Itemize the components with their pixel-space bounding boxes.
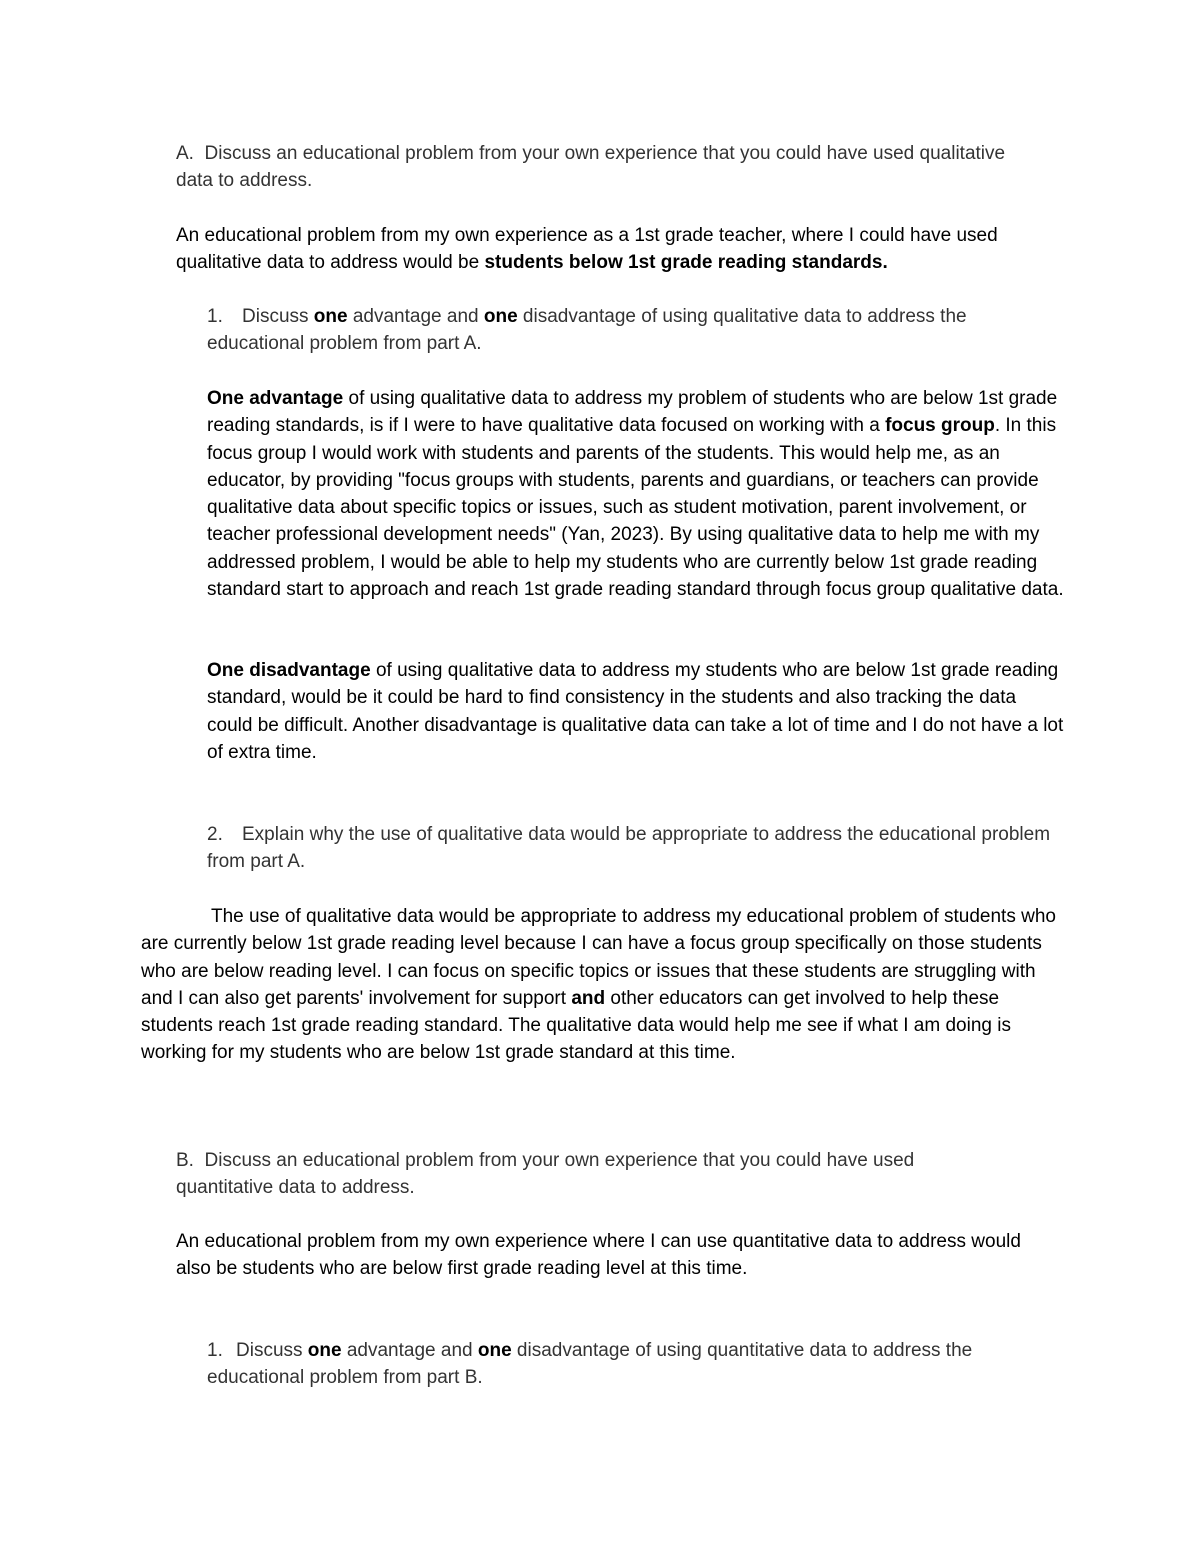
part-a-answer xyxy=(176,222,1036,277)
advantage-paragraph xyxy=(207,385,1065,603)
advantage-bold-focus-group: focus group xyxy=(885,415,995,437)
answer2-bold-and: and xyxy=(571,987,606,1009)
part-a-answer-text: An educational problem from my own experience as a 1st grade teacher, where I could have used qualitative data to address would be xyxy=(176,225,998,274)
part-a-q1 xyxy=(207,303,1037,358)
part-a-answer-emphasis: students below 1st grade reading standards. xyxy=(484,252,888,274)
part-b-q1-bold-1: one xyxy=(307,1340,342,1361)
advantage-text-2: . In this focus group I would work with students and parents of the students. This would help me, as an educator, by providing "focus groups with students, parents and guardians, or teachers can provide qualitative data about specific topics or issues, such as student motivation, parent involvement, or teacher professional development needs" (Yan, 2023). By using qualitative data to help me with my addressed problem, I would be able to help my students who are currently below 1st grade reading standard start to approach and reach 1st grade reading standard through focus group qualitative data. xyxy=(207,415,1064,601)
advantage-lead: One advantage xyxy=(207,388,344,409)
part-b-q1-text-2: advantage and xyxy=(341,1340,478,1361)
part-a-q2-text: Explain why the use of qualitative data would be appropriate to address the educational problem from part A. xyxy=(207,824,1051,873)
part-a-q1-text-2: advantage and xyxy=(347,306,484,327)
part-a-q1-text-3: disadvantage of using qualitative data to address the educational problem from part A. xyxy=(207,306,967,355)
part-b-q1-number: 1. xyxy=(207,1340,223,1361)
advantage-text-1: of using qualitative data to address my problem of students who are below 1st grade reading standards, is if I were to have qualitative data focused on working with a xyxy=(207,388,1058,437)
answer2-text-1: The use of qualitative data would be appropriate to address my educational problem of students who are currently below 1st grade reading level because I can have a focus group specifically on those students who are below reading level. I can focus on specific topics or issues that these students are struggling with and I can also get parents' involvement for support xyxy=(141,906,1056,1009)
part-a-q2 xyxy=(207,821,1052,876)
part-b-q1-bold-2: one xyxy=(477,1340,512,1361)
part-a-question xyxy=(176,140,1006,195)
part-b-question-text: Discuss an educational problem from your own experience that you could have used quantitative data to address. xyxy=(176,1150,915,1199)
part-b-q1-text-1: Discuss xyxy=(236,1340,308,1361)
disadvantage-lead: One disadvantage xyxy=(207,660,371,681)
part-a-q1-text-1: Discuss xyxy=(242,306,314,327)
part-a-q1-bold-2: one xyxy=(483,306,518,327)
part-b-question xyxy=(176,1147,1006,1202)
part-b-q1 xyxy=(207,1337,1047,1392)
part-b-answer xyxy=(176,1228,1046,1283)
answer2-paragraph xyxy=(141,903,1057,1067)
part-a-q2-number: 2. xyxy=(207,824,223,845)
part-a-question-text: Discuss an educational problem from your own experience that you could have used qualitative data to address. xyxy=(176,143,1006,192)
disadvantage-text: of using qualitative data to address my students who are below 1st grade reading standard, would be it could be hard to find consistency in the students and also tracking the data could be difficult. Another disadvantage is qualitative data can take a lot of time and I do not have a lot of extra time. xyxy=(207,660,1064,763)
answer2-text-2: other educators can get involved to help these students reach 1st grade reading standard. The qualitative data would help me see if what I am doing is working for my students who are below 1st grade standard at this time. xyxy=(141,987,1011,1064)
part-b-label: B. xyxy=(176,1150,194,1171)
part-a-label: A. xyxy=(176,143,194,164)
part-b-answer-text: An educational problem from my own experience where I can use quantitative data to address would also be students who are below first grade reading level at this time. xyxy=(176,1231,1021,1280)
part-b-q1-text-3: disadvantage of using quantitative data to address the educational problem from part B. xyxy=(207,1340,973,1389)
part-a-q1-bold-1: one xyxy=(313,306,348,327)
disadvantage-paragraph xyxy=(207,657,1065,766)
part-a-q1-number: 1. xyxy=(207,306,223,327)
